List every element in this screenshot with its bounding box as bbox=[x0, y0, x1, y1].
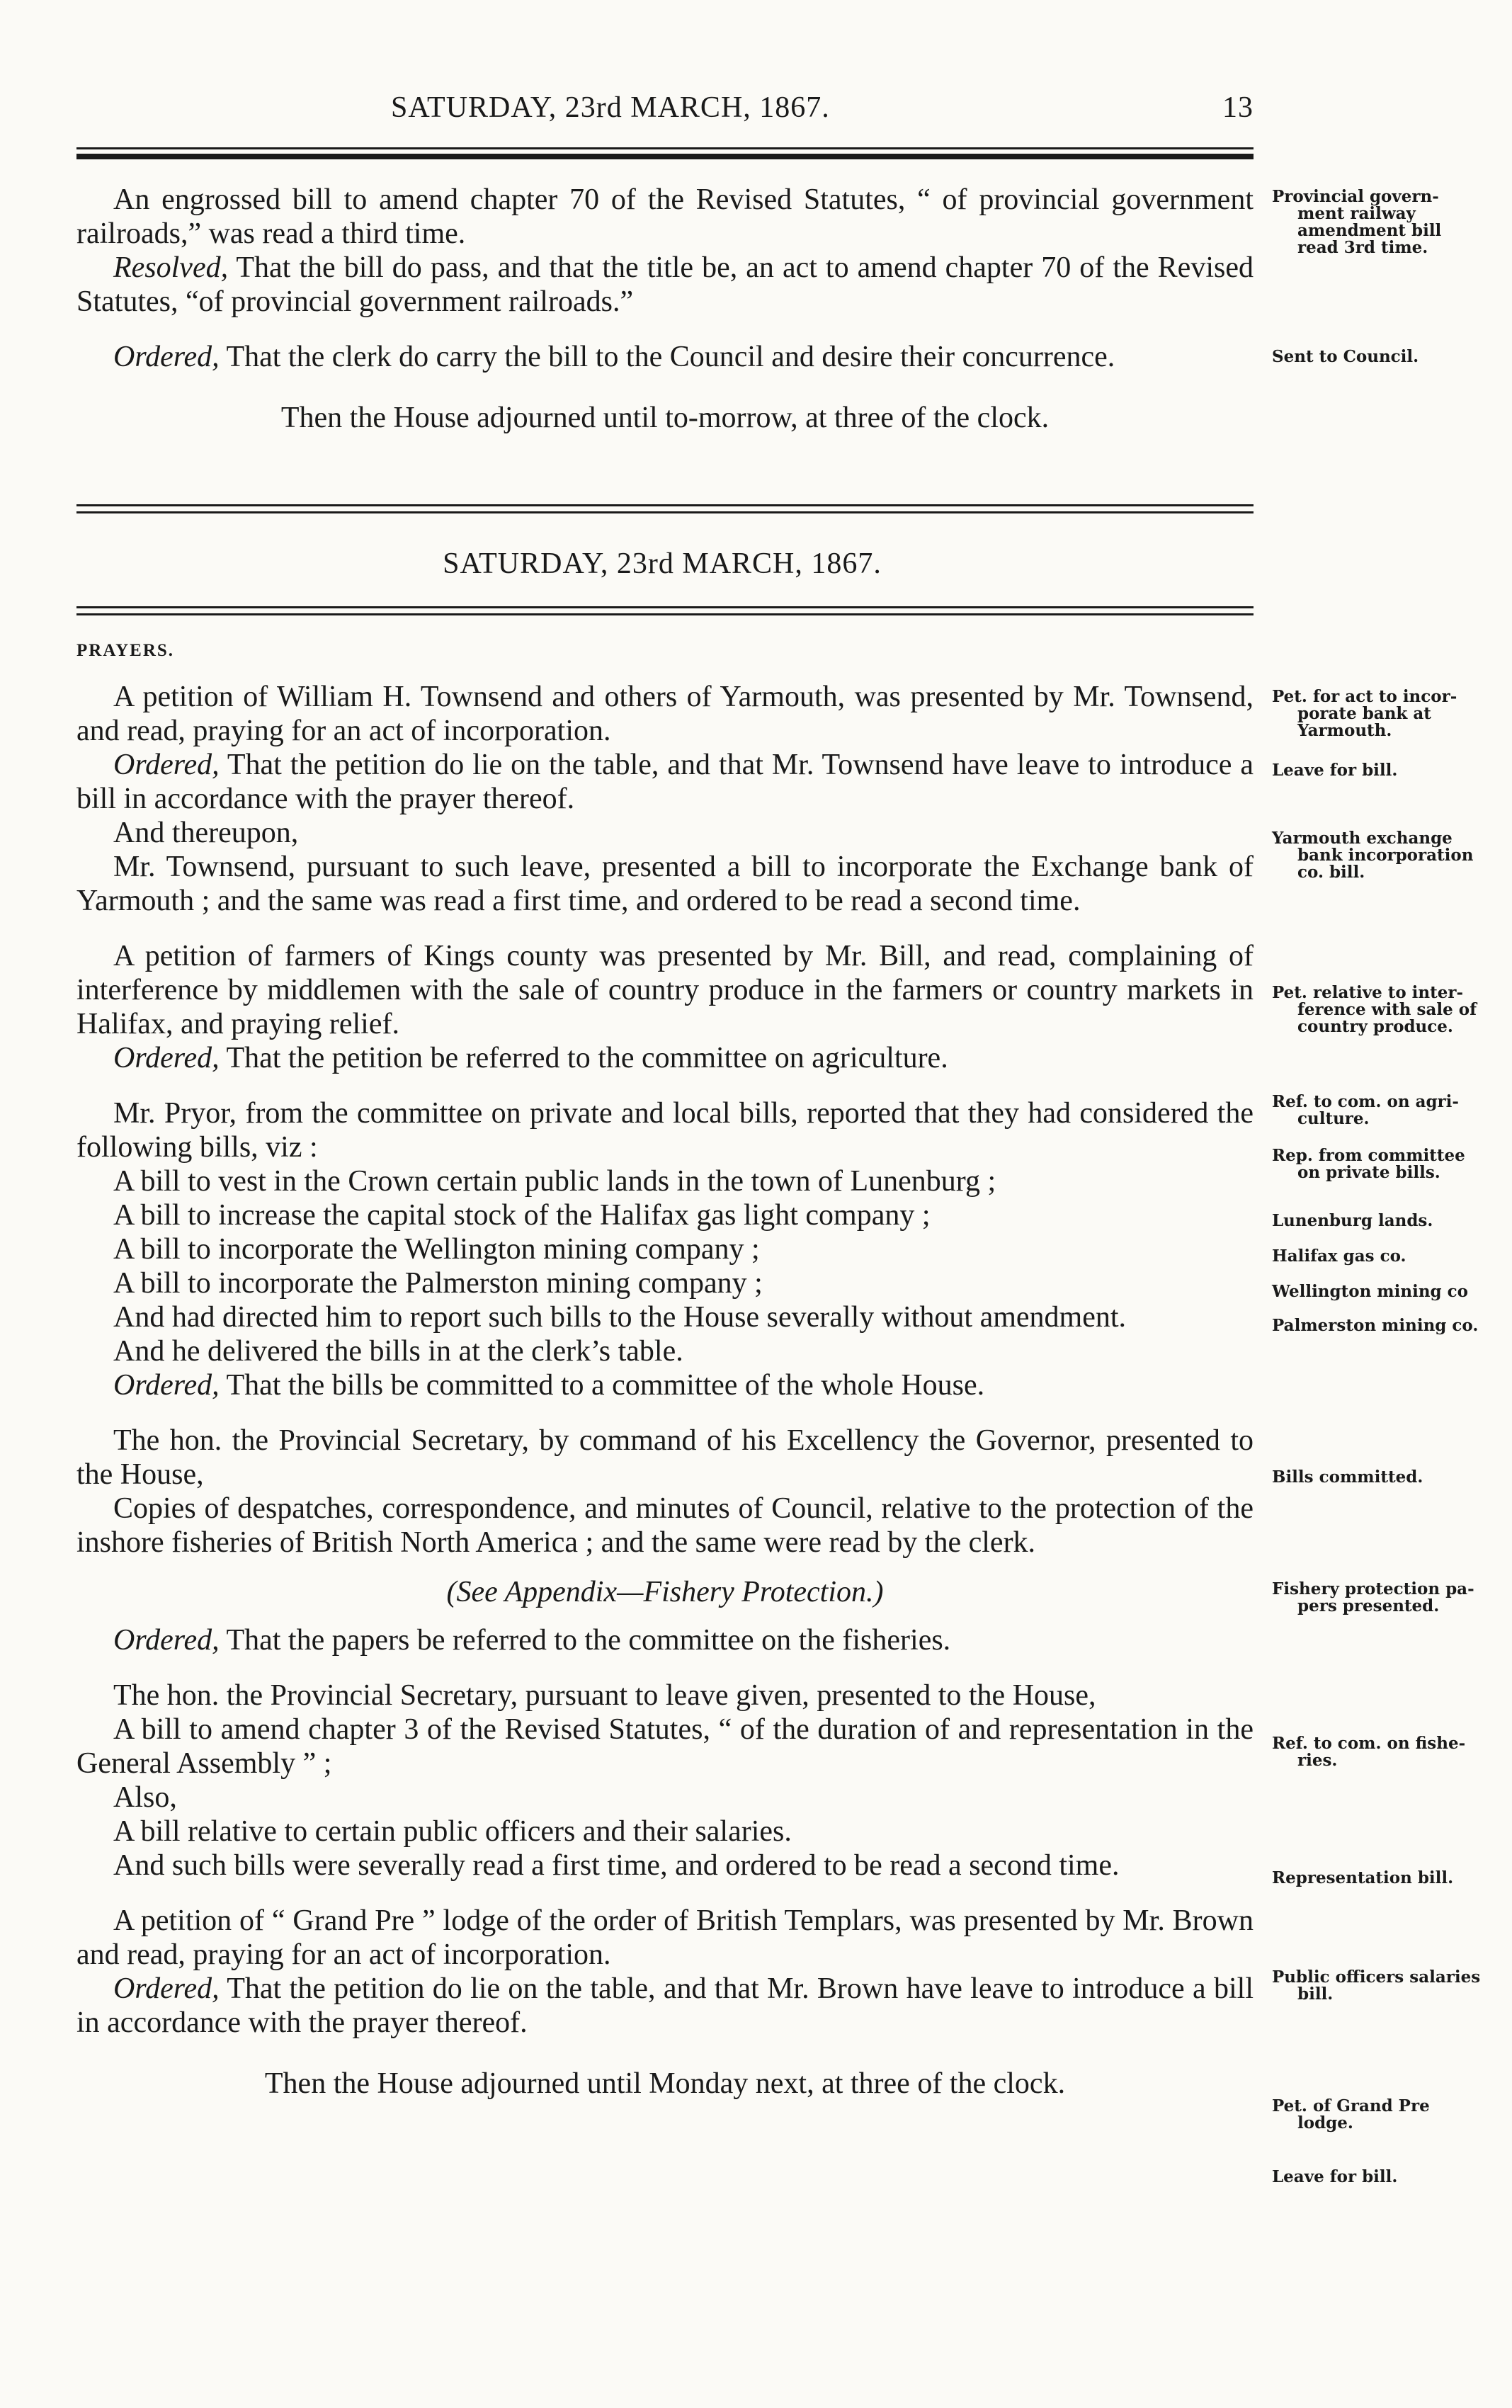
adjournment: Then the House adjourned until Monday next, at three of the clock. bbox=[264, 2067, 1066, 2100]
paragraph: A petition of farmers of Kings county was presented by Mr. Bill, and read, complaining of interference by middlemen with the sale of country produce in the farmers or country markets in Halifax, and praying relief. bbox=[76, 940, 1254, 1040]
paragraph: And he delivered the bills in at the clerk’s table. bbox=[113, 1335, 683, 1368]
section1-body bbox=[76, 183, 1254, 435]
list-item: A bill to vest in the Crown certain public lands in the town of Lunenburg ; bbox=[113, 1165, 996, 1198]
margin-note: Representation bill. bbox=[1272, 1868, 1454, 1887]
margin-note: Ref. to com. on fishe- ries. bbox=[1272, 1734, 1466, 1770]
ordered-word: Ordered, bbox=[113, 1624, 220, 1657]
margin-note: Yarmouth exchange bank incorporation co. bill. bbox=[1272, 829, 1474, 882]
running-title: SATURDAY, 23rd MARCH, 1867. bbox=[391, 91, 830, 124]
ordered-word: Ordered, bbox=[113, 341, 220, 373]
section-rule-thin bbox=[76, 504, 1254, 506]
margin-note: Lunenburg lands. bbox=[1272, 1211, 1433, 1230]
paragraph: A bill to amend chapter 3 of the Revised Statutes, “ of the duration of and representation in the General Assembly ” ; bbox=[76, 1713, 1254, 1780]
paragraph: Mr. Pryor, from the committee on private and local bills, reported that they had considered the following bills, viz : bbox=[76, 1097, 1254, 1164]
margin-note: Leave for bill. bbox=[1272, 2167, 1398, 2186]
paragraph: Ordered, That the papers be referred to the committee on the fisheries. bbox=[113, 1624, 951, 1657]
margin-note: Fishery protection pa- pers presented. bbox=[1272, 1579, 1474, 1615]
margin-note: Bills committed. bbox=[1272, 1467, 1423, 1487]
paragraph: Copies of despatches, correspondence, and minutes of Council, relative to the protection of the inshore fisheries of British North America ; and the same were read by the clerk. bbox=[76, 1492, 1254, 1559]
section-title: SATURDAY, 23rd MARCH, 1867. bbox=[443, 547, 882, 580]
paragraph: And had directed him to report such bills to the House severally without amendment. bbox=[113, 1301, 1127, 1334]
margin-note: Pet. for act to incor- porate bank at Yarmouth. bbox=[1272, 687, 1457, 740]
paragraph: Resolved, That the bill do pass, and that the title be, an act to amend chapter 70 of the Revised Statutes, “of provincial government railroads.” bbox=[76, 251, 1254, 318]
ordered-word: Ordered, bbox=[113, 749, 220, 781]
paragraph: Mr. Townsend, pursuant to such leave, presented a bill to incorporate the Exchange bank of Yarmouth ; and the same was read a first time, and ordered to be read a second time. bbox=[76, 851, 1254, 917]
paragraph: And such bills were severally read a first time, and ordered to be read a second time. bbox=[113, 1849, 1120, 1882]
margin-note: Pet. relative to inter- ference with sale of country produce. bbox=[1272, 983, 1477, 1036]
page-number: 13 bbox=[1222, 91, 1254, 124]
margin-note: Provincial govern- ment railway amendment bill read 3rd time. bbox=[1272, 187, 1442, 257]
list-item: A bill to increase the capital stock of the Halifax gas light company ; bbox=[113, 1199, 931, 1232]
paragraph: Ordered, That the clerk do carry the bill to the Council and desire their concurrence. bbox=[113, 341, 1115, 373]
paragraph: Ordered, That the petition do lie on the table, and that Mr. Townsend have leave to introduce a bill in accordance with the prayer thereof. bbox=[76, 749, 1254, 815]
prayers-label: PRAYERS. bbox=[76, 641, 175, 660]
margin-note: Sent to Council. bbox=[1272, 347, 1419, 366]
margin-note: Halifax gas co. bbox=[1272, 1246, 1406, 1266]
paragraph: Ordered, That the petition be referred to the committee on agriculture. bbox=[113, 1042, 948, 1074]
paragraph: A petition of William H. Townsend and others of Yarmouth, was presented by Mr. Townsend, and read, praying for an act of incorporation. bbox=[76, 681, 1254, 747]
section-rule-thin bbox=[76, 606, 1254, 608]
ordered-word: Ordered, bbox=[113, 1042, 220, 1074]
header-rule-thin bbox=[76, 147, 1254, 149]
margin-note: Pet. of Grand Pre lodge. bbox=[1272, 2096, 1430, 2132]
margin-note: Ref. to com. on agri- culture. bbox=[1272, 1092, 1459, 1128]
adjournment: Then the House adjourned until to-morrow, at three of the clock. bbox=[280, 402, 1050, 434]
ordered-word: Ordered, bbox=[113, 1972, 220, 2005]
paragraph: Ordered, That the petition do lie on the table, and that Mr. Brown have leave to introduce a bill in accordance with the prayer thereof. bbox=[76, 1972, 1254, 2039]
paragraph: And thereupon, bbox=[113, 817, 299, 849]
margin-note: Palmerston mining co. bbox=[1272, 1316, 1479, 1335]
ordered-word: Ordered, bbox=[113, 1369, 220, 1402]
section-rule-thin bbox=[76, 613, 1254, 615]
paragraph: A bill relative to certain public officers and their salaries. bbox=[113, 1815, 792, 1848]
paragraph: The hon. the Provincial Secretary, pursuant to leave given, presented to the House, bbox=[113, 1679, 1096, 1712]
paragraph: Ordered, That the bills be committed to a committee of the whole House. bbox=[113, 1369, 985, 1402]
appendix-reference: (See Appendix—Fishery Protection.) bbox=[446, 1576, 884, 1608]
section2-body bbox=[76, 680, 1254, 2101]
paragraph: A petition of “ Grand Pre ” lodge of the order of British Templars, was presented by Mr. Brown and read, praying for an act of incorporation. bbox=[76, 1904, 1254, 1971]
margin-note: Public officers salaries bill. bbox=[1272, 1967, 1481, 2004]
paragraph: Also, bbox=[113, 1781, 177, 1814]
page-header bbox=[71, 91, 1254, 133]
resolved-word: Resolved, bbox=[113, 251, 229, 284]
margin-note: Rep. from committee on private bills. bbox=[1272, 1146, 1465, 1182]
margin-note: Wellington mining co bbox=[1272, 1282, 1468, 1301]
margin-note: Leave for bill. bbox=[1272, 761, 1398, 780]
paragraph: An engrossed bill to amend chapter 70 of the Revised Statutes, “ of provincial government railroads,” was read a third time. bbox=[76, 183, 1254, 250]
header-rule-thick bbox=[76, 154, 1254, 159]
list-item: A bill to incorporate the Wellington mining company ; bbox=[113, 1233, 760, 1266]
paragraph: The hon. the Provincial Secretary, by command of his Excellency the Governor, presented to the House, bbox=[76, 1424, 1254, 1491]
section-rule-thin bbox=[76, 511, 1254, 513]
list-item: A bill to incorporate the Palmerston mining company ; bbox=[113, 1267, 763, 1300]
